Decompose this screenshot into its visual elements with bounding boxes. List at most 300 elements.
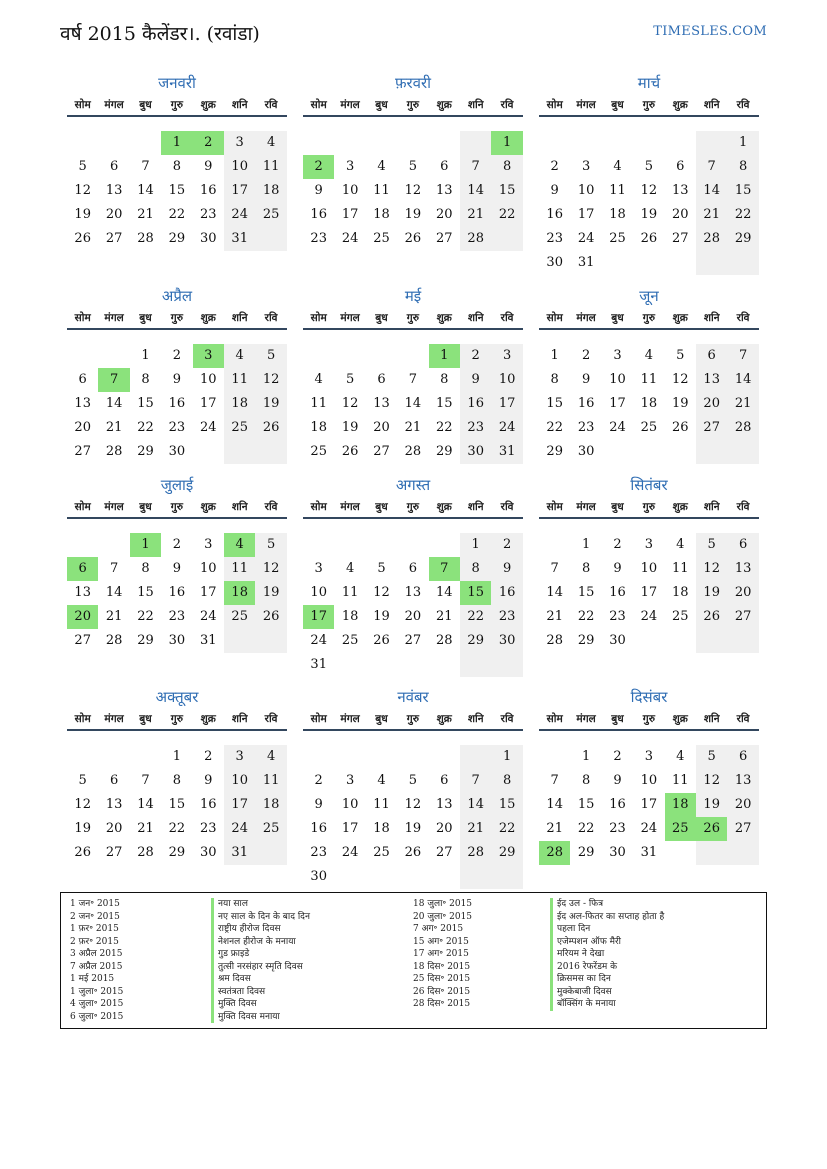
weekday-header: शनि bbox=[467, 713, 484, 725]
day-cell: 10 bbox=[200, 372, 217, 387]
day-cell: 13 bbox=[373, 396, 390, 411]
empty-weekend-cell bbox=[460, 745, 491, 769]
holiday-date: 1 मई 2015 bbox=[70, 974, 115, 984]
day-cell: 3 bbox=[193, 344, 224, 368]
day-cell: 17 bbox=[491, 392, 522, 416]
weekday-header: शुक्र bbox=[436, 713, 452, 725]
day-cell: 31 bbox=[491, 440, 522, 464]
day-cell: 1 bbox=[491, 131, 522, 155]
holiday-name: राष्ट्रीय हीरोज दिवस bbox=[211, 923, 406, 936]
weekday-header: शनि bbox=[467, 312, 484, 324]
day-cell: 9 bbox=[172, 561, 182, 576]
day-cell: 23 bbox=[168, 609, 186, 624]
day-cell: 6 bbox=[676, 159, 685, 174]
day-cell: 29 bbox=[168, 845, 186, 860]
holiday-date: 18 दिस॰ 2015 bbox=[413, 961, 471, 972]
day-cell: 12 bbox=[255, 368, 286, 392]
site-logo-link[interactable]: TIMESLES.COM bbox=[653, 24, 767, 39]
weekday-header: सोम bbox=[74, 99, 91, 111]
day-cell: 28 bbox=[105, 444, 123, 459]
day-cell: 21 bbox=[105, 420, 123, 435]
holiday-name: नेशनल हीरोज के मनाया bbox=[211, 936, 406, 949]
day-cell: 1 bbox=[161, 131, 192, 155]
day-cell: 3 bbox=[581, 159, 591, 174]
weekday-header: गुरु bbox=[170, 99, 183, 111]
day-cell: 10 bbox=[224, 769, 255, 793]
day-cell: 26 bbox=[373, 633, 390, 648]
day-cell: 5 bbox=[255, 533, 286, 557]
header-divider bbox=[67, 729, 287, 731]
month-calendar bbox=[303, 475, 523, 677]
weekday-header: गुरु bbox=[170, 713, 183, 725]
holiday-name: ईद अल-फितर का सप्ताह होता है bbox=[550, 911, 745, 924]
day-cell: 6 bbox=[727, 745, 758, 769]
day-cell: 12 bbox=[696, 557, 727, 581]
day-cell: 25 bbox=[609, 231, 626, 246]
day-cell: 28 bbox=[137, 231, 154, 246]
day-cell: 10 bbox=[609, 372, 626, 387]
day-cell: 14 bbox=[546, 797, 563, 812]
day-cell: 25 bbox=[255, 203, 286, 227]
day-cell: 24 bbox=[577, 231, 595, 246]
day-cell: 28 bbox=[436, 633, 453, 648]
day-cell: 24 bbox=[310, 633, 327, 648]
day-cell: 6 bbox=[440, 159, 449, 174]
day-cell: 3 bbox=[314, 561, 323, 576]
day-cell: 5 bbox=[696, 745, 727, 769]
holiday-date: 1 जुला॰ 2015 bbox=[70, 986, 124, 997]
day-cell: 2 bbox=[314, 773, 323, 788]
day-cell: 28 bbox=[137, 845, 154, 860]
holiday-list bbox=[60, 892, 767, 1029]
day-cell: 10 bbox=[640, 773, 658, 788]
weekday-header: रवि bbox=[736, 713, 750, 725]
day-cell: 16 bbox=[577, 396, 595, 411]
weekday-header: मंगल bbox=[576, 312, 596, 324]
empty-weekend-cell bbox=[727, 440, 758, 464]
day-cell: 22 bbox=[577, 821, 595, 836]
day-cell: 27 bbox=[404, 633, 422, 648]
day-cell: 10 bbox=[491, 368, 522, 392]
day-cell: 6 bbox=[78, 372, 87, 387]
holiday-date: 28 दिस॰ 2015 bbox=[413, 999, 471, 1009]
day-cell: 31 bbox=[310, 657, 327, 672]
weekday-header: बुध bbox=[611, 501, 624, 513]
day-cell: 25 bbox=[224, 605, 255, 629]
day-cell: 22 bbox=[137, 420, 154, 435]
day-cell: 12 bbox=[404, 183, 422, 198]
holiday-date: 18 जुला॰ 2015 bbox=[413, 899, 473, 909]
day-cell: 26 bbox=[696, 817, 727, 841]
day-cell: 14 bbox=[105, 396, 123, 411]
day-cell: 5 bbox=[377, 561, 386, 576]
day-cell: 22 bbox=[491, 203, 522, 227]
day-cell: 9 bbox=[314, 183, 323, 198]
day-cell: 28 bbox=[460, 841, 491, 865]
weekday-header: मंगल bbox=[104, 713, 124, 725]
day-cell: 7 bbox=[98, 368, 129, 392]
weekday-header: रवि bbox=[736, 312, 750, 324]
holiday-name: पहला दिन bbox=[550, 923, 745, 936]
holiday-date: 15 अग॰ 2015 bbox=[413, 936, 469, 947]
header-divider bbox=[539, 115, 759, 117]
day-cell: 14 bbox=[546, 585, 563, 600]
month-name: दिसंबर bbox=[630, 688, 668, 706]
day-cell: 28 bbox=[696, 227, 727, 251]
day-cell: 14 bbox=[460, 179, 491, 203]
day-cell: 26 bbox=[640, 231, 658, 246]
weekday-header: मंगल bbox=[576, 99, 596, 111]
day-cell: 3 bbox=[345, 773, 355, 788]
month-name: जुलाई bbox=[160, 476, 194, 494]
day-cell: 18 bbox=[609, 207, 626, 222]
day-cell: 15 bbox=[491, 179, 522, 203]
day-cell: 28 bbox=[727, 416, 758, 440]
day-cell: 24 bbox=[200, 420, 217, 435]
day-cell: 9 bbox=[613, 561, 622, 576]
weekday-header: शुक्र bbox=[200, 99, 216, 111]
day-cell: 1 bbox=[429, 344, 460, 368]
day-cell: 8 bbox=[491, 155, 522, 179]
day-cell: 11 bbox=[373, 797, 390, 812]
day-cell: 27 bbox=[373, 444, 390, 459]
day-cell: 4 bbox=[224, 344, 255, 368]
day-cell: 8 bbox=[141, 372, 150, 387]
day-cell: 17 bbox=[341, 207, 359, 222]
day-cell: 2 bbox=[204, 749, 213, 764]
day-cell: 14 bbox=[105, 585, 123, 600]
day-cell: 29 bbox=[460, 629, 491, 653]
empty-weekend-cell bbox=[224, 440, 255, 464]
weekday-header: बुध bbox=[611, 312, 624, 324]
day-cell: 15 bbox=[137, 396, 154, 411]
day-cell: 10 bbox=[577, 183, 595, 198]
day-cell: 26 bbox=[404, 231, 422, 246]
weekday-header: बुध bbox=[139, 501, 152, 513]
month-calendar bbox=[539, 475, 759, 653]
day-cell: 16 bbox=[200, 183, 217, 198]
day-cell: 6 bbox=[109, 773, 119, 788]
day-cell: 11 bbox=[310, 396, 327, 411]
day-cell: 6 bbox=[377, 372, 386, 387]
month-name: फ़रवरी bbox=[394, 74, 432, 92]
weekday-header: सोम bbox=[310, 99, 327, 111]
day-cell: 6 bbox=[109, 159, 119, 174]
day-cell: 23 bbox=[491, 605, 522, 629]
day-cell: 29 bbox=[727, 227, 758, 251]
weekday-header: रवि bbox=[500, 501, 514, 513]
day-cell: 3 bbox=[644, 749, 654, 764]
holiday-date: 2 फ़र॰ 2015 bbox=[70, 936, 119, 947]
day-cell: 11 bbox=[255, 155, 286, 179]
weekday-header: मंगल bbox=[340, 99, 360, 111]
day-cell: 20 bbox=[727, 793, 758, 817]
weekday-header: रवि bbox=[264, 501, 278, 513]
day-cell: 28 bbox=[404, 444, 422, 459]
day-cell: 25 bbox=[310, 444, 327, 459]
month-calendar bbox=[539, 73, 759, 275]
day-cell: 4 bbox=[224, 533, 255, 557]
weekday-header: रवि bbox=[264, 99, 278, 111]
weekday-header: सोम bbox=[546, 501, 563, 513]
day-cell: 12 bbox=[255, 557, 286, 581]
holiday-date: 20 जुला॰ 2015 bbox=[413, 911, 473, 922]
day-cell: 30 bbox=[200, 231, 217, 246]
day-cell: 16 bbox=[168, 396, 186, 411]
day-cell: 1 bbox=[581, 537, 591, 552]
day-cell: 5 bbox=[345, 372, 355, 387]
weekday-header: सोम bbox=[310, 501, 327, 513]
day-cell: 7 bbox=[727, 344, 758, 368]
day-cell: 23 bbox=[577, 420, 595, 435]
day-cell: 25 bbox=[255, 817, 286, 841]
day-cell: 31 bbox=[224, 227, 255, 251]
day-cell: 27 bbox=[436, 231, 453, 246]
day-cell: 25 bbox=[373, 845, 390, 860]
day-cell: 1 bbox=[550, 348, 559, 363]
day-cell: 15 bbox=[460, 581, 491, 605]
day-cell: 21 bbox=[546, 821, 563, 836]
weekday-header: गुरु bbox=[406, 99, 419, 111]
header-divider bbox=[303, 328, 523, 330]
day-cell: 3 bbox=[204, 537, 213, 552]
empty-weekend-cell bbox=[696, 841, 727, 865]
day-cell: 10 bbox=[224, 155, 255, 179]
holiday-name: श्रम दिवस bbox=[211, 973, 406, 986]
day-cell: 31 bbox=[224, 841, 255, 865]
day-cell: 19 bbox=[255, 581, 286, 605]
day-cell: 19 bbox=[672, 396, 689, 411]
weekday-header: शनि bbox=[231, 713, 248, 725]
day-cell: 18 bbox=[255, 793, 286, 817]
day-cell: 21 bbox=[137, 821, 154, 836]
day-cell: 16 bbox=[168, 585, 186, 600]
day-cell: 4 bbox=[377, 773, 386, 788]
day-cell: 21 bbox=[404, 420, 422, 435]
empty-weekend-cell bbox=[696, 629, 727, 653]
day-cell: 18 bbox=[341, 609, 359, 624]
weekday-header: रवि bbox=[500, 713, 514, 725]
month-name: नवंबर bbox=[397, 688, 429, 706]
weekday-header: मंगल bbox=[576, 713, 596, 725]
day-cell: 22 bbox=[168, 821, 186, 836]
day-cell: 28 bbox=[546, 633, 563, 648]
weekday-header: शनि bbox=[467, 99, 484, 111]
header-divider bbox=[67, 115, 287, 117]
day-cell: 12 bbox=[672, 372, 689, 387]
month-calendar bbox=[67, 73, 287, 251]
weekday-header: गुरु bbox=[406, 501, 419, 513]
day-cell: 22 bbox=[577, 609, 595, 624]
day-cell: 21 bbox=[727, 392, 758, 416]
day-cell: 23 bbox=[310, 845, 327, 860]
holiday-name: मुक्ति दिवस मनाया bbox=[211, 1011, 406, 1024]
day-cell: 19 bbox=[696, 793, 727, 817]
holiday-name: बॉक्सिंग के मनाया bbox=[550, 998, 745, 1011]
weekday-header: शुक्र bbox=[436, 501, 452, 513]
day-cell: 7 bbox=[429, 557, 460, 581]
empty-weekend-cell bbox=[491, 227, 522, 251]
weekday-header: मंगल bbox=[340, 312, 360, 324]
weekday-header: बुध bbox=[375, 312, 388, 324]
day-cell: 21 bbox=[137, 207, 154, 222]
day-cell: 17 bbox=[577, 207, 595, 222]
weekday-header: बुध bbox=[611, 713, 624, 725]
day-cell: 30 bbox=[168, 633, 186, 648]
month-name: जनवरी bbox=[158, 74, 196, 92]
day-cell: 16 bbox=[310, 821, 327, 836]
holiday-name: गुड फ्राइडे bbox=[211, 948, 406, 961]
day-cell: 12 bbox=[404, 797, 422, 812]
month-calendar bbox=[539, 286, 759, 464]
holiday-date: 3 अप्रैल 2015 bbox=[70, 949, 123, 959]
holiday-name: मरियम ने देखा bbox=[550, 948, 745, 961]
weekday-header: मंगल bbox=[340, 501, 360, 513]
empty-weekend-cell bbox=[696, 251, 727, 275]
empty-weekend-cell bbox=[255, 227, 286, 251]
day-cell: 15 bbox=[546, 396, 563, 411]
day-cell: 14 bbox=[404, 396, 422, 411]
day-cell: 24 bbox=[224, 203, 255, 227]
empty-weekend-cell bbox=[491, 653, 522, 677]
day-cell: 17 bbox=[609, 396, 626, 411]
day-cell: 3 bbox=[224, 745, 255, 769]
month-calendar bbox=[539, 687, 759, 865]
month-calendar bbox=[67, 286, 287, 464]
day-cell: 13 bbox=[672, 183, 689, 198]
day-cell: 18 bbox=[665, 793, 696, 817]
weekday-header: बुध bbox=[375, 99, 388, 111]
weekday-header: मंगल bbox=[340, 713, 360, 725]
weekday-header: बुध bbox=[139, 99, 152, 111]
day-cell: 11 bbox=[224, 368, 255, 392]
day-cell: 26 bbox=[255, 416, 286, 440]
day-cell: 8 bbox=[550, 372, 559, 387]
day-cell: 19 bbox=[404, 207, 422, 222]
day-cell: 29 bbox=[168, 231, 186, 246]
month-name: मई bbox=[404, 287, 422, 305]
day-cell: 5 bbox=[644, 159, 654, 174]
holiday-name: क्रिसमस का दिन bbox=[550, 973, 745, 986]
day-cell: 20 bbox=[727, 581, 758, 605]
day-cell: 15 bbox=[727, 179, 758, 203]
holiday-name: नया साल bbox=[211, 898, 406, 911]
day-cell: 1 bbox=[172, 749, 182, 764]
weekday-header: सोम bbox=[546, 713, 563, 725]
weekday-header: शनि bbox=[231, 312, 248, 324]
day-cell: 20 bbox=[67, 605, 98, 629]
day-cell: 26 bbox=[672, 420, 689, 435]
day-cell: 26 bbox=[404, 845, 422, 860]
day-cell: 13 bbox=[74, 585, 91, 600]
holiday-date: 4 जुला॰ 2015 bbox=[70, 999, 124, 1009]
weekday-header: शनि bbox=[703, 99, 720, 111]
day-cell: 26 bbox=[696, 605, 727, 629]
day-cell: 17 bbox=[640, 585, 658, 600]
weekday-header: शुक्र bbox=[200, 312, 216, 324]
day-cell: 31 bbox=[200, 633, 217, 648]
day-cell: 13 bbox=[105, 797, 123, 812]
day-cell: 4 bbox=[676, 537, 685, 552]
day-cell: 9 bbox=[314, 797, 323, 812]
weekday-header: शुक्र bbox=[200, 501, 216, 513]
day-cell: 7 bbox=[550, 561, 559, 576]
month-name: मार्च bbox=[637, 74, 661, 92]
holiday-name: मुक्ति दिवस bbox=[211, 998, 406, 1011]
empty-weekend-cell bbox=[727, 251, 758, 275]
weekday-header: रवि bbox=[736, 99, 750, 111]
header-divider bbox=[67, 517, 287, 519]
day-cell: 7 bbox=[550, 773, 559, 788]
weekday-header: सोम bbox=[74, 501, 91, 513]
day-cell: 7 bbox=[460, 769, 491, 793]
weekday-header: गुरु bbox=[406, 713, 419, 725]
weekday-header: गुरु bbox=[642, 312, 655, 324]
day-cell: 20 bbox=[105, 821, 123, 836]
day-cell: 8 bbox=[727, 155, 758, 179]
header-divider bbox=[303, 517, 523, 519]
month-calendar bbox=[303, 286, 523, 464]
day-cell: 2 bbox=[491, 533, 522, 557]
day-cell: 22 bbox=[436, 420, 453, 435]
day-cell: 25 bbox=[665, 817, 696, 841]
holiday-date: 7 अग॰ 2015 bbox=[413, 924, 464, 934]
day-cell: 5 bbox=[408, 773, 418, 788]
day-cell: 17 bbox=[303, 605, 334, 629]
header-divider bbox=[539, 328, 759, 330]
day-cell: 22 bbox=[137, 609, 154, 624]
day-cell: 22 bbox=[168, 207, 186, 222]
day-cell: 27 bbox=[436, 845, 453, 860]
day-cell: 11 bbox=[672, 561, 689, 576]
day-cell: 4 bbox=[644, 348, 654, 363]
day-cell: 24 bbox=[224, 817, 255, 841]
day-cell: 9 bbox=[613, 773, 622, 788]
weekday-header: सोम bbox=[310, 713, 327, 725]
weekday-header: गुरु bbox=[170, 312, 183, 324]
day-cell: 27 bbox=[105, 845, 123, 860]
day-cell: 1 bbox=[491, 745, 522, 769]
day-cell: 25 bbox=[224, 416, 255, 440]
holiday-date: 17 अग॰ 2015 bbox=[413, 949, 469, 959]
day-cell: 17 bbox=[224, 179, 255, 203]
day-cell: 7 bbox=[408, 372, 418, 387]
weekday-header: मंगल bbox=[576, 501, 596, 513]
day-cell: 12 bbox=[640, 183, 658, 198]
day-cell: 2 bbox=[581, 348, 591, 363]
day-cell: 7 bbox=[460, 155, 491, 179]
day-cell: 3 bbox=[224, 131, 255, 155]
day-cell: 27 bbox=[672, 231, 689, 246]
day-cell: 10 bbox=[341, 183, 359, 198]
day-cell: 8 bbox=[581, 773, 591, 788]
weekday-header: बुध bbox=[139, 713, 152, 725]
header-divider bbox=[303, 115, 523, 117]
day-cell: 8 bbox=[141, 561, 150, 576]
holiday-name: मुक्केबाजी दिवस bbox=[550, 986, 745, 999]
day-cell: 7 bbox=[109, 561, 119, 576]
day-cell: 4 bbox=[345, 561, 355, 576]
weekday-header: रवि bbox=[264, 312, 278, 324]
day-cell: 4 bbox=[255, 131, 286, 155]
day-cell: 18 bbox=[224, 581, 255, 605]
day-cell: 12 bbox=[696, 769, 727, 793]
day-cell: 29 bbox=[577, 633, 595, 648]
day-cell: 16 bbox=[200, 797, 217, 812]
day-cell: 30 bbox=[168, 444, 186, 459]
day-cell: 13 bbox=[727, 769, 758, 793]
holiday-date: 26 दिस॰ 2015 bbox=[413, 986, 471, 997]
